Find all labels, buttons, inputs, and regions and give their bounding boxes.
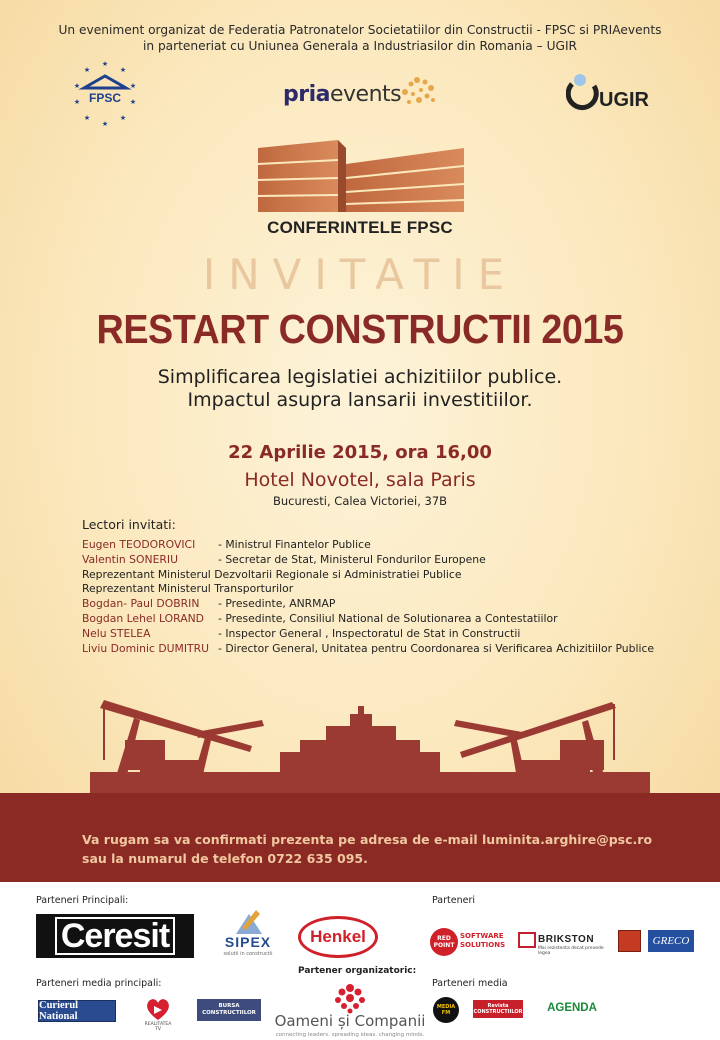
sipex-roof-icon [232,908,266,936]
mediafm-logo-text: MEDIA FM [436,1004,456,1016]
svg-text:★: ★ [129,82,137,90]
fpsc-logo-text: FPSC [88,91,122,105]
pria-bold-text: pria [283,82,330,107]
oameni-logo-text: Oameni și Companii [274,1012,426,1030]
oameni-dots-icon [332,984,368,1014]
partners-label: Parteneri [432,895,476,906]
speaker-name: Valentin SONERIU [82,552,178,566]
brikston-tagline: Mai rezistenta decat prevede legea [538,946,604,956]
realitatea-label: REALITATEA TV [144,1022,172,1032]
ugir-logo-text: UGIR [599,89,649,111]
fpsc-logo [70,58,140,128]
ceresit-logo [36,914,194,958]
speaker-role: - Presedinte, Consiliul National de Solutionarea a Contestatiilor [218,611,558,625]
redpoint-logo [430,928,508,954]
rsvp-line-2: sau la numarul de telefon 0722 635 095. [82,851,368,866]
revista-logo-text: Revista CONSTRUCTIILOR [473,1003,523,1015]
svg-text:★: ★ [83,114,91,122]
redpoint-text-2: SOLUTIONS [460,941,506,949]
organizer-partner-label: Partener organizatoric: [298,966,417,976]
speaker-name: Liviu Dominic DUMITRU [82,641,210,655]
rsvp-text [82,830,652,868]
intro-line-2: in parteneriat cu Uniunea Generala a Industriasilor din Romania – UGIR [142,39,578,53]
event-venue: Hotel Novotel, sala Paris [244,469,476,491]
brikston-logo [518,932,610,956]
speaker-row [82,597,692,612]
subtitle-line-1: Simplificarea legislatiei achizitiilor publice. [157,366,563,388]
ugir-logo [566,70,656,114]
redpoint-text-1: SOFTWARE [460,932,504,940]
construction-skyline-illustration [0,680,720,796]
speaker-row [82,627,692,642]
bursa-logo-text: BURSA CONSTRUCTIILOR [202,1003,256,1016]
brikston-logo-text: BRIKSTON [538,934,595,945]
building-icon [258,140,464,212]
pria-light-text: events [329,82,402,107]
speakers-list [82,538,692,656]
svg-text:★: ★ [101,60,109,68]
speaker-name: Bogdan Lehel LORAND [82,611,204,625]
curierul-national-logo [38,1000,116,1022]
media-partners-label: Parteneri media [432,978,508,989]
sipex-logo-text: SIPEX [224,934,272,950]
svg-text:★: ★ [101,120,109,128]
agenda-constructiilor-logo [540,1002,604,1018]
greco-logo [648,930,694,952]
realitatea-tv-logo [143,996,173,1032]
event-subtitle [0,366,720,412]
brikston-mark-icon [518,932,536,948]
partner-emblem-icon [618,930,641,952]
speaker-representative: Reprezentant Ministerul Dezvoltarii Regionale si Administratiei Publice [82,567,462,581]
speaker-name: Eugen TEODOROVICI [82,538,196,551]
speaker-row [82,538,692,553]
priaevents-logo [283,72,443,112]
svg-text:★: ★ [129,98,137,106]
redpoint-circle: RED POINT [430,928,458,956]
speaker-role: - Presedinte, ANRMAP [218,597,336,611]
speaker-row [82,582,692,597]
event-date-time: 22 Aprilie 2015, ora 16,00 [228,442,492,463]
ceresit-logo-text: Ceresit [55,917,175,955]
svg-text:★: ★ [119,114,127,122]
realitatea-heart-icon [143,996,173,1022]
speaker-role: - Director General, Unitatea pentru Coordonarea si Verificarea Achizitiilor Publice [218,641,655,655]
speakers-heading: Lectori invitati: [82,517,176,532]
svg-text:★: ★ [83,66,91,74]
oameni-si-companii-logo [270,984,430,1040]
event-address: Bucuresti, Calea Victoriei, 37B [272,494,448,508]
redpoint-text [460,932,505,950]
main-media-partners-label: Parteneri media principali: [36,978,162,989]
rsvp-line-1: Va rugam sa va confirmati prezenta pe adresa de e-mail luminita.arghire@psc.ro [82,832,653,847]
intro-text [0,22,720,54]
subtitle-line-2: Impactul asupra lansarii investitiilor. [187,389,533,411]
agenda-logo-text: AGENDA [547,1002,597,1014]
oameni-tagline: connecting leaders. spreading ideas. changing minds. [275,1032,425,1038]
ugir-swirl-icon [568,84,596,108]
speaker-name: Nelu STELEA [82,626,151,640]
sipex-tagline: solutii in constructii [223,951,273,957]
speaker-row [82,568,692,583]
speaker-role: - Ministrul Finantelor Publice [218,538,371,551]
svg-text:★: ★ [73,98,81,106]
intro-line-1: Un eveniment organizat de Federatia Patronatelor Societatiilor din Constructii - FPSC si PRIAevents [58,23,662,37]
media-fm-logo [433,997,459,1023]
curierul-logo-text: Curierul National [39,1000,79,1022]
main-partners-label: Parteneri Principali: [36,895,129,906]
speaker-row [82,642,692,657]
henkel-logo-text: Henkel [310,927,366,946]
speaker-row [82,553,692,568]
speaker-name: Bogdan- Paul DOBRIN [82,597,200,611]
invitation-heading: INVITATIE [202,250,518,299]
bursa-constructiilor-logo [197,999,261,1021]
speaker-role: - Inspector General , Inspectoratul de Stat in Constructii [218,626,521,640]
conference-name: CONFERINTELE FPSC [267,218,453,237]
svg-text:★: ★ [119,66,127,74]
revista-constructiilor-logo [473,1000,523,1018]
speaker-representative: Reprezentant Ministerul Transporturilor [82,582,294,596]
sipex-logo [212,908,284,958]
svg-text:★: ★ [73,82,81,90]
speaker-row [82,612,692,627]
greco-logo-text: GRECO [652,935,690,947]
speaker-role: - Secretar de Stat, Ministerul Fondurilor Europene [218,552,486,566]
pria-leaf-icon [395,72,439,110]
henkel-logo [298,916,378,958]
event-title: RESTART CONSTRUCTII 2015 [96,306,624,352]
